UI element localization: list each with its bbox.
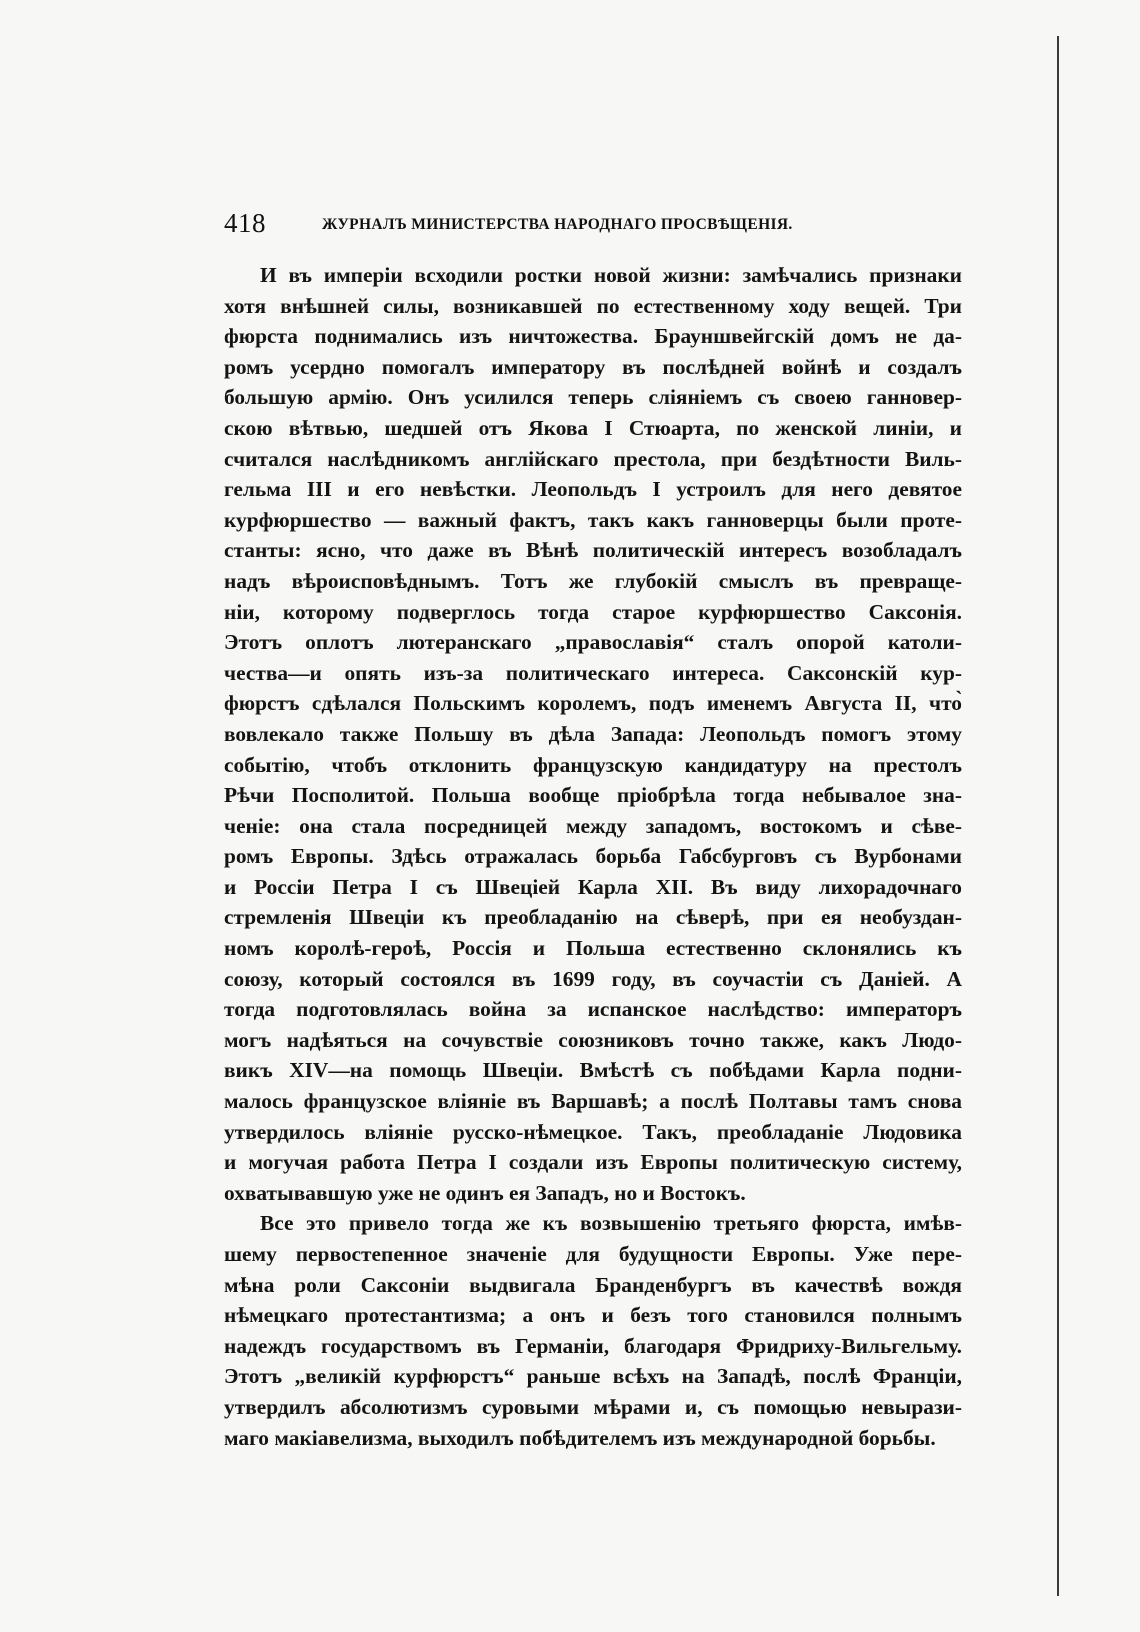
text-line: охватывавшую уже не одинъ ея Западъ, но и Востокъ. (224, 1180, 746, 1205)
text-line: ромъ усердно помогалъ императору въ послѣдней войнѣ и создалъ (224, 354, 962, 379)
text-line: И въ имперіи всходили ростки новой жизни: замѣчались признаки (260, 263, 962, 287)
text-line: фюрста поднимались изъ ничтожества. Брауншвейгскій домъ не да- (224, 324, 962, 349)
text-line: и Россіи Петра I съ Швеціей Карла XII. Въ виду лихорадочнаго (224, 874, 962, 899)
text-line: фюрстъ сдѣлался Польскимъ королемъ, подъ именемъ Августа II, что̀ (224, 691, 962, 716)
text-line: чества—и опять изъ-за политическаго интереса. Саксонскій кур- (224, 660, 962, 685)
text-line: ченіе: она стала посредницей между западомъ, востокомъ и сѣве- (224, 813, 962, 838)
paragraph (224, 260, 962, 1208)
text-line: курфюршество — важный фактъ, такъ какъ ганноверцы были проте- (224, 507, 962, 532)
text-line: маго макіавелизма, выходилъ побѣдителемъ изъ международной борьбы. (224, 1425, 936, 1450)
text-line: мѣна роли Саксоніи выдвигала Бранденбургъ въ качествѣ вождя (224, 1272, 962, 1297)
page-number: 418 (224, 208, 266, 238)
text-line: Рѣчи Посполитой. Польша вообще пріобрѣла тогда небывалое зна- (224, 783, 962, 808)
text-line: малось французское вліяніе въ Варшавѣ; а послѣ Полтавы тамъ снова (224, 1089, 962, 1114)
text-line: Этотъ оплотъ лютеранскаго „православія“ сталъ опорой католи- (224, 630, 962, 655)
text-line: большую армію. Онъ усилился теперь сліяніемъ съ своею ганновер- (224, 385, 962, 410)
text-line: шему первостепенное значеніе для будущности Европы. Уже пере- (224, 1242, 962, 1266)
running-title: ЖУРНАЛЪ МИНИСТЕРСТВА НАРОДНАГО ПРОСВѢЩЕНІЯ. (322, 216, 793, 233)
text-line: нѣмецкаго протестантизма; а онъ и безъ того становился полнымъ (224, 1303, 962, 1328)
text-line: и могучая работа Петра I создали изъ Европы политическую систему, (224, 1150, 962, 1175)
text-line: викъ XIV—на помощь Швеціи. Вмѣстѣ съ побѣдами Карла подни- (224, 1058, 962, 1083)
page-header (224, 208, 964, 248)
text-line: хотя внѣшней силы, возникавшей по естественному ходу вещей. Три (224, 293, 962, 318)
text-line: тогда подготовлялась война за испанское наслѣдство: императоръ (224, 997, 962, 1022)
text-line: Все это привело тогда же къ возвышенію третьяго фюрста, имѣв- (260, 1211, 962, 1236)
text-line: стремленія Швеціи къ преобладанію на сѣверѣ, при ея необуздан- (224, 905, 962, 930)
text-line: вовлекало также Польшу въ дѣла Запада: Леопольдъ помогъ этому (224, 721, 962, 746)
text-line: союзу, который состоялся въ 1699 году, въ соучастіи съ Даніей. А (224, 966, 962, 991)
text-line: ромъ Европы. Здѣсь отражалась борьба Габсбурговъ съ Вурбонами (224, 844, 962, 869)
text-line: утвердилъ абсолютизмъ суровыми мѣрами и, съ помощью невырази- (224, 1394, 962, 1419)
text-line: номъ королѣ-героѣ, Россія и Польша естественно склонялись къ (224, 936, 962, 961)
text-line: могъ надѣяться на сочувствіе союзниковъ точно также, какъ Людо- (224, 1027, 962, 1052)
text-line: скою вѣтвью, шедшей отъ Якова I Стюарта, по женской линіи, и (224, 415, 962, 440)
text-line: утвердилось вліяніе русско-нѣмецкое. Такъ, преобладаніе Людовика (224, 1119, 962, 1144)
body-text (224, 260, 962, 1453)
paragraph (224, 1208, 962, 1453)
text-line: Этотъ „великій курфюрстъ“ раньше всѣхъ на Западѣ, послѣ Франціи, (224, 1364, 962, 1389)
text-line: надъ вѣроисповѣднымъ. Тотъ же глубокій смыслъ въ превраще- (224, 568, 962, 593)
text-line: считался наслѣдникомъ англійскаго престола, при бездѣтности Виль- (224, 446, 962, 471)
page-edge-rule (1057, 36, 1059, 1596)
text-line: гельма III и его невѣстки. Леопольдъ I устроилъ для него девятое (224, 477, 962, 502)
text-line: событію, чтобъ отклонить французскую кандидатуру на престолъ (224, 752, 962, 777)
text-line: станты: ясно, что даже въ Вѣнѣ политическій интересъ возобладалъ (224, 538, 962, 563)
text-line: ніи, которому подверглось тогда старое курфюршество Саксонія. (224, 599, 962, 624)
text-line: надеждъ государствомъ въ Германіи, благодаря Фридриху-Вильгельму. (224, 1333, 962, 1358)
